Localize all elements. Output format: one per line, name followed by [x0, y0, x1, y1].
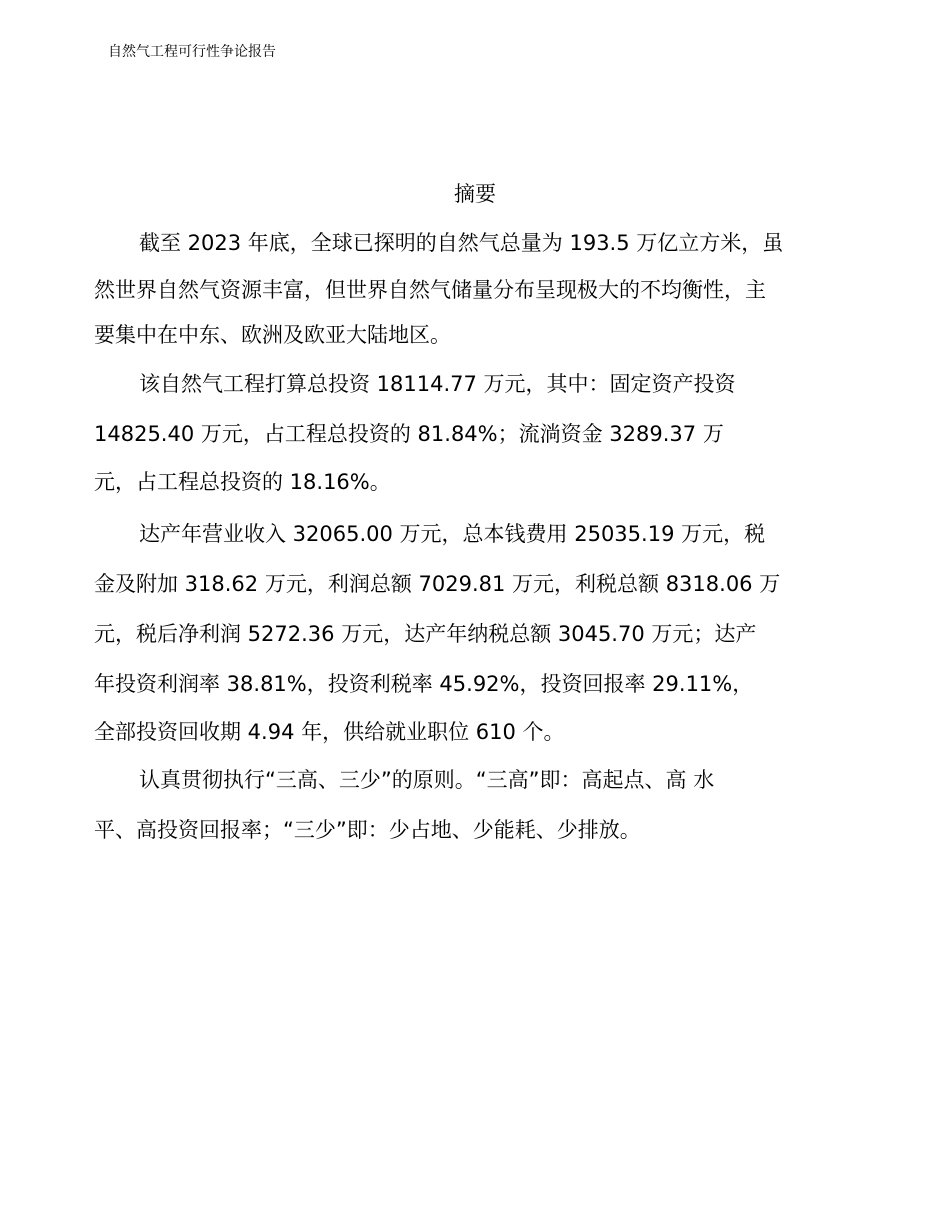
- paragraph-3-line-1: 达产年营业收入 32065.00 万元，总本钱费用 25035.19 万元，税: [139, 522, 766, 546]
- paragraph-3-line-3: 元，税后净利润 5272.36 万元，达产年纳税总额 3045.70 万元；达产: [94, 622, 757, 646]
- paragraph-2-line-2: 14825.40 万元，占工程总投资的 81.84%；流淌资金 3289.37 万: [94, 422, 724, 446]
- running-header: 自然气工程可行性争论报告: [108, 44, 276, 60]
- paragraph-2-line-3: 元，占工程总投资的 18.16%。: [94, 470, 391, 494]
- paragraph-1-line-1: 截至 2023 年底，全球已探明的自然气总量为 193.5 万亿立方米，虽: [139, 231, 784, 255]
- paragraph-4-line-1: 认真贯彻执行“三高、三少”的原则。“三高”即：高起点、高 水: [139, 768, 715, 792]
- paragraph-4-line-2: 平、高投资回报率；“三少”即：少占地、少能耗、少排放。: [94, 818, 641, 842]
- paragraph-1-line-3: 要集中在中东、欧洲及欧亚大陆地区。: [94, 323, 451, 347]
- paragraph-3-line-5: 全部投资回收期 4.94 年，供给就业职位 610 个。: [94, 720, 565, 744]
- paragraph-3-line-4: 年投资利润率 38.81%，投资利税率 45.92%，投资回报率 29.11%，: [94, 672, 754, 696]
- paragraph-3-line-2: 金及附加 318.62 万元，利润总额 7029.81 万元，利税总额 8318.06 万: [94, 572, 781, 596]
- section-title: 摘要: [454, 182, 496, 206]
- paragraph-1-line-2: 然世界自然气资源丰富，但世界自然气储量分布呈现极大的不均衡性，主: [94, 278, 766, 302]
- paragraph-2-line-1: 该自然气工程打算总投资 18114.77 万元，其中：固定资产投资: [139, 372, 736, 396]
